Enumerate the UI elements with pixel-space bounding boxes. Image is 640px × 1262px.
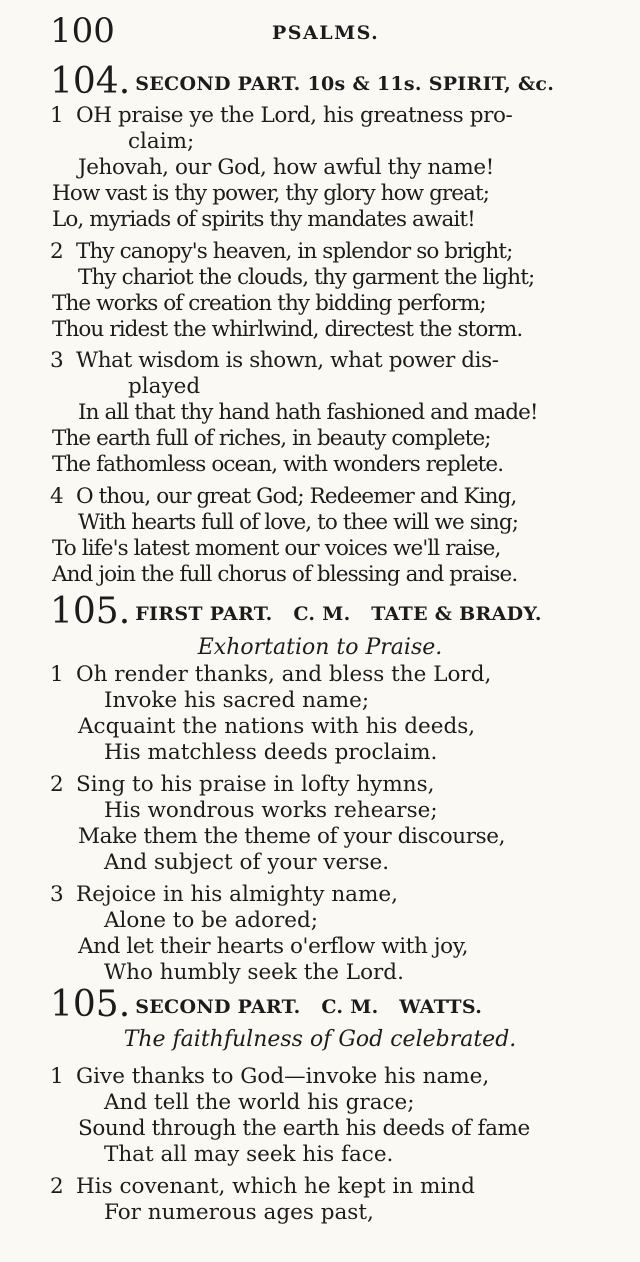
hymn-number: 105. [50,984,131,1025]
stanza-line: Who humbly seek the Lord. [104,960,404,985]
stanza-number: 2 [50,239,63,264]
stanza-line: 1 Oh render thanks, and bless the Lord, [50,662,492,687]
stanza-line: 2 Sing to his praise in lofty hymns, [50,772,435,797]
stanza-line: 1 Give thanks to God—invoke his name, [50,1064,490,1089]
running-title: PSALMS. [272,22,380,44]
stanza-line: To life's latest moment our voices we'll raise, [52,536,501,561]
stanza-number: 1 [50,103,64,128]
stanza-line: 4 O thou, our great God; Redeemer and King, [50,484,517,509]
stanza-line: Thy chariot the clouds, thy garment the light; [78,265,535,290]
stanza-line: The works of creation thy bidding perform; [52,291,486,316]
stanza-line: And subject of your verse. [104,850,390,875]
hymn-title: Exhortation to Praise. [197,635,443,660]
stanza-number: 1 [50,662,64,687]
stanza-line: His matchless deeds proclaim. [104,740,438,765]
stanza-line: In all that thy hand hath fashioned and made! [78,400,538,425]
stanza-number: 4 [50,484,63,509]
hymn-meta: FIRST PART. C. M. TATE & BRADY. [135,603,542,625]
stanza-line: Invoke his sacred name; [104,688,370,713]
hymn-number: 105. [50,591,131,632]
stanza-number: 1 [50,1064,64,1089]
hymn-title: The faithfulness of God celebrated. [123,1027,517,1052]
hymn-heading [50,592,640,632]
stanza-line: played [128,374,201,399]
stanza-line: 2 Thy canopy's heaven, in splendor so bright; [50,239,513,264]
stanza-line: Thou ridest the whirlwind, directest the storm. [52,317,523,342]
stanza-line: claim; [128,129,195,154]
stanza-line: And tell the world his grace; [104,1090,415,1115]
stanza-line: Make them the theme of your discourse, [78,824,506,849]
stanza-line: How vast is thy power, thy glory how great; [52,181,490,206]
stanza-line: His wondrous works rehearse; [104,798,438,823]
stanza-number: 3 [50,882,64,907]
stanza-number: 3 [50,348,64,373]
stanza-number: 2 [50,772,64,797]
stanza-number: 2 [50,1174,64,1199]
hymn-meta: SECOND PART. 10s & 11s. SPIRIT, &c. [135,73,555,95]
stanza-line: The earth full of riches, in beauty complete; [52,426,491,451]
stanza-line: Jehovah, our God, how awful thy name! [78,155,494,180]
stanza-line: Lo, myriads of spirits thy mandates await! [52,207,475,232]
hymn-heading [50,985,640,1025]
stanza-line: Sound through the earth his deeds of fame [78,1116,530,1141]
stanza-line: The fathomless ocean, with wonders replete. [52,452,504,477]
stanza-line: Acquaint the nations with his deeds, [78,714,476,739]
stanza-line: 3 Rejoice in his almighty name, [50,882,398,907]
hymn-heading [50,62,640,102]
page-number: 100 [50,11,115,51]
stanza-line: 3 What wisdom is shown, what power dis- [50,348,499,373]
stanza-line: For numerous ages past, [104,1200,374,1225]
stanza-line: Alone to be adored; [104,908,319,933]
stanza-line: That all may seek his face. [104,1142,394,1167]
hymn-meta: SECOND PART. C. M. WATTS. [135,996,483,1018]
stanza-line: 2 His covenant, which he kept in mind [50,1174,475,1199]
stanza-line: And join the full chorus of blessing and praise. [52,562,518,587]
stanza-line: 1 OH praise ye the Lord, his greatness pro- [50,103,513,128]
hymn-number: 104. [50,61,131,102]
stanza-line: And let their hearts o'erflow with joy, [78,934,469,959]
stanza-line: With hearts full of love, to thee will we sing; [78,510,519,535]
